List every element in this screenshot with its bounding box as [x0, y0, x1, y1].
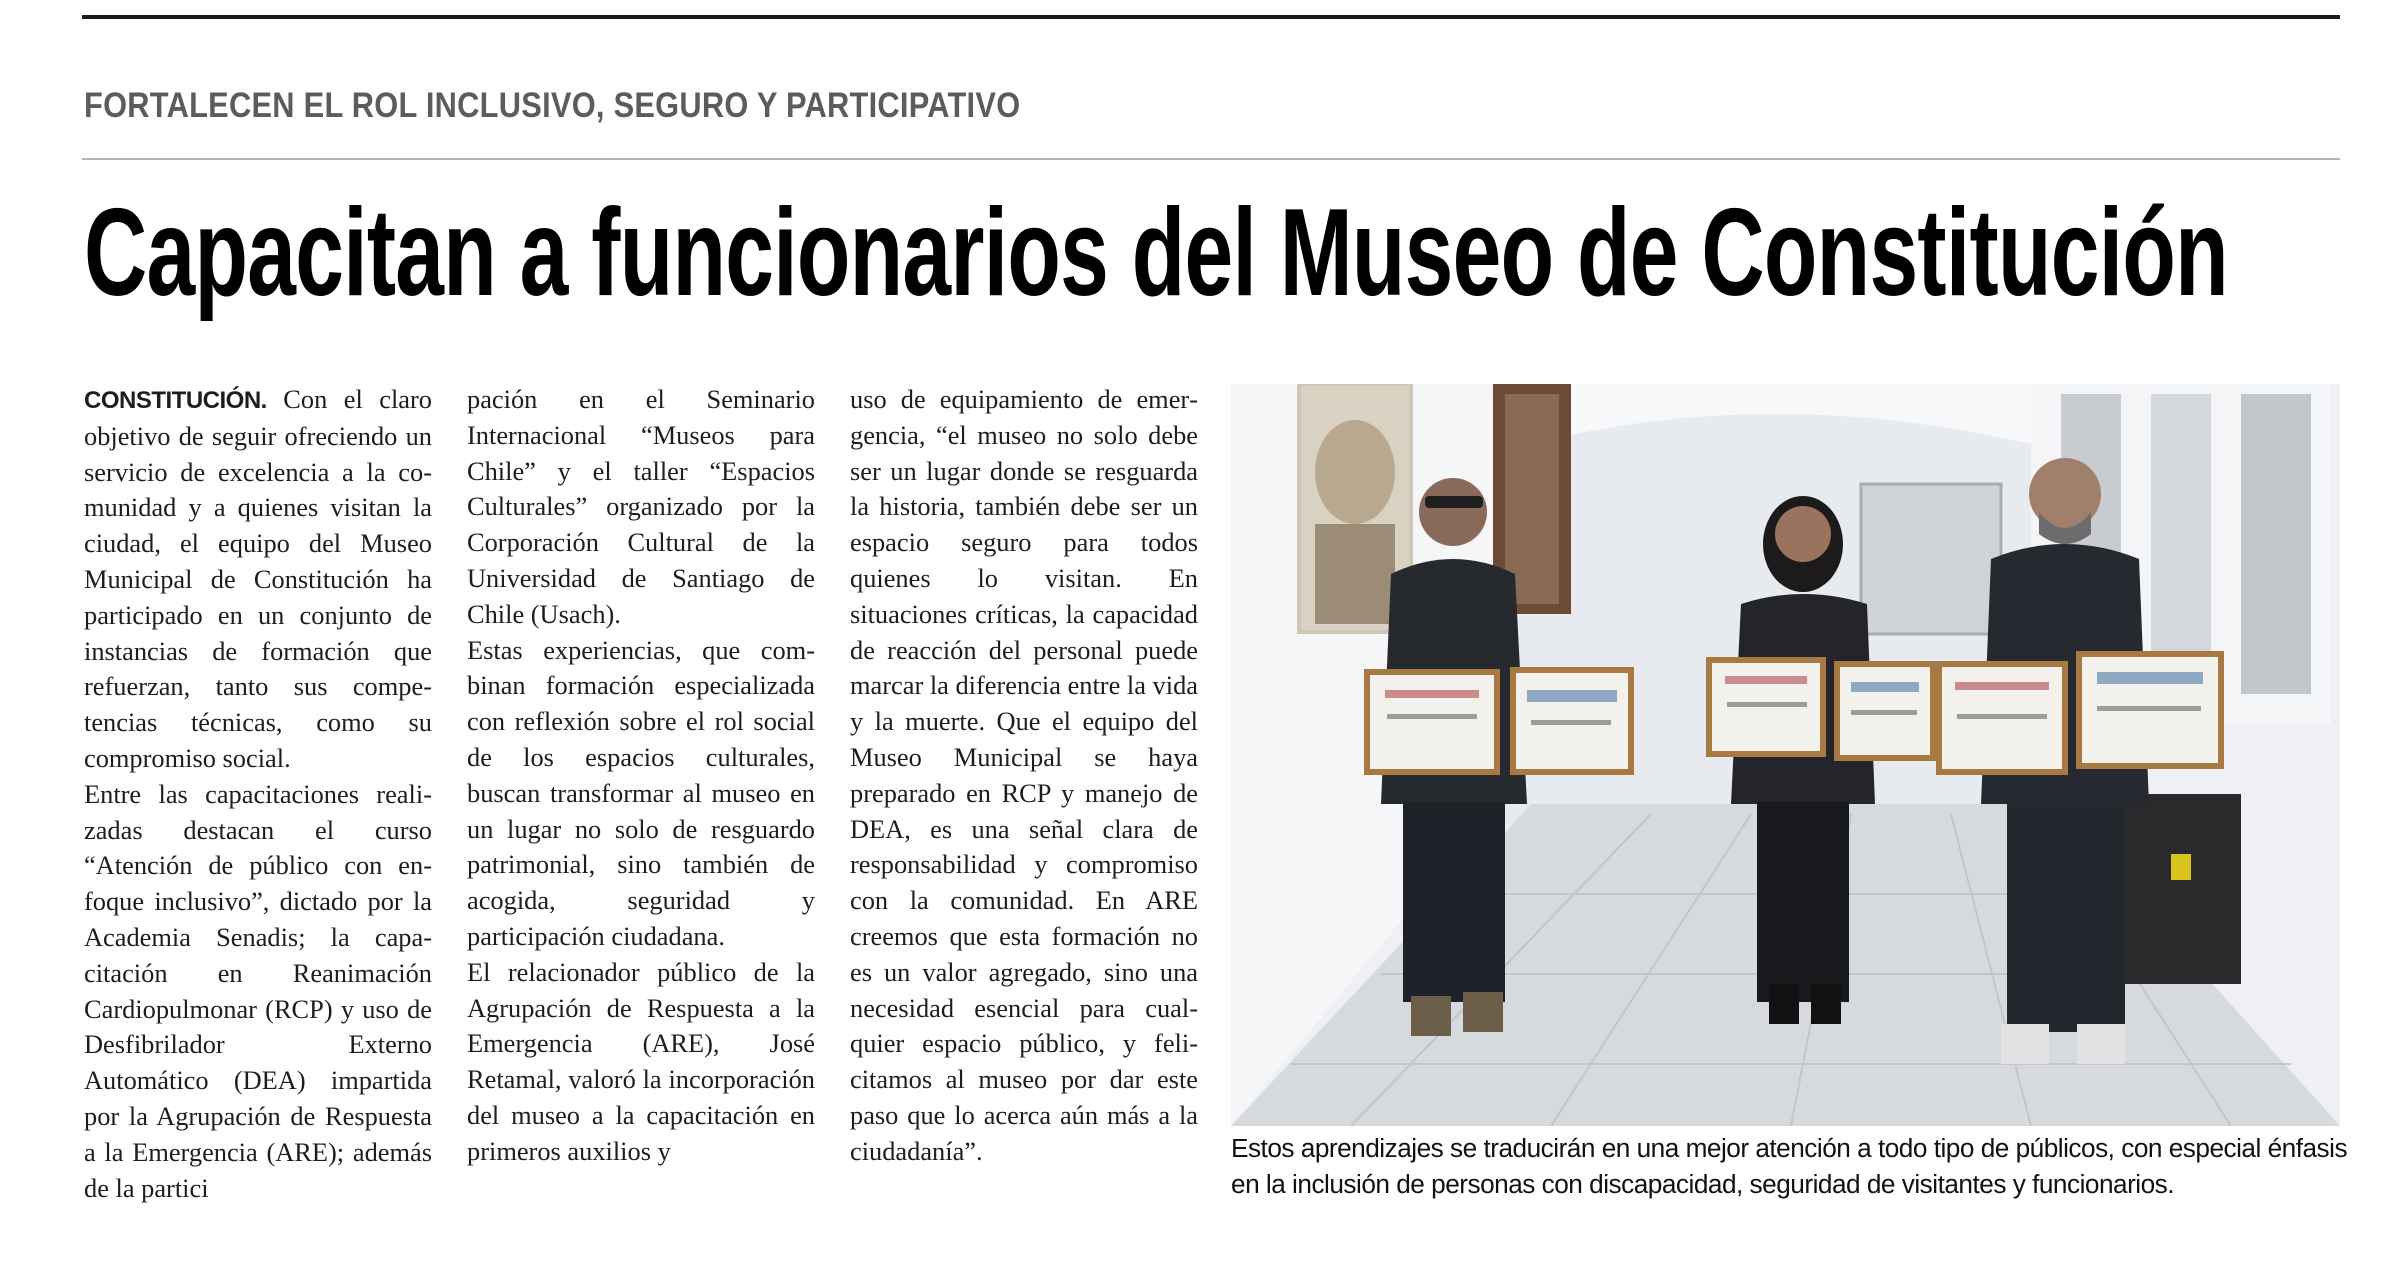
- paragraph: [84, 382, 432, 777]
- text-column-2: [467, 382, 815, 1170]
- paragraph: uso de equipamiento de emergencia, “el museo no solo debe ser un lugar donde se resguarda la historia, también debe ser un espacio seguro para todos quienes lo visitan. En situaciones críticas, la capacidad de reacción del personal puede marcar la diferencia entre la vida y la muerte. Que el equipo del Museo Municipal se haya preparado en RCP y manejo de DEA, es una señal clara de responsabilidad y compromiso con la comunidad. En ARE creemos que esta formación no es un valor agregado, sino una necesidad esencial para cualquier espacio público, y felicitamos al museo por dar este paso que lo acerca aún más a la ciudadanía”.: [850, 384, 1198, 1166]
- article-kicker: FORTALECEN EL ROL INCLUSIVO, SEGURO Y PARTICIPATIVO: [84, 86, 1021, 125]
- article-photo: [1231, 384, 2340, 1126]
- text-column-3: [850, 382, 1198, 1170]
- paragraph: Estas experiencias, que combinan formación especializada con reflexión sobre el rol social de los espacios culturales, buscan transformar al museo en un lugar no solo de resguardo patrimonial, sino también de acogida, seguridad y participación ciudadana.: [467, 634, 815, 951]
- top-rule: [82, 15, 2340, 19]
- paragraph: El relacionador público de la Agrupación de Respuesta a la Emergencia (ARE), José Retamal, valoró la incorporación del museo a la capacitación en primeros auxilios y: [467, 956, 815, 1166]
- kicker-rule: [82, 158, 2340, 160]
- article-headline: Capacitan a funcionarios del Museo de Constitución: [84, 184, 2228, 322]
- dateline: CONSTITUCIÓN.: [84, 387, 267, 414]
- text-column-1: [84, 382, 432, 1206]
- photo-caption: Estos aprendizajes se traducirán en una mejor atención a todo tipo de públicos, con especial énfasis en la inclusión de personas con discapacidad, seguridad de visitantes y funcionarios.: [1231, 1133, 2348, 1199]
- paragraph: Entre las capacitaciones realizadas destacan el curso “Atención de público con enfoque inclusivo”, dictado por la Academia Senadis; la capacitación en Reanimación Cardiopulmonar (RCP) y uso de Desfibrilador Externo Automático (DEA) impartida por la Agrupación de Respuesta a la Emergencia (ARE); además de la partici: [84, 778, 432, 1203]
- paragraph: pación en el Seminario Internacional “Museos para Chile” y el taller “Espacios Culturales” organizado por la Corporación Cultural de la Universidad de Santiago de Chile (Usach).: [467, 384, 815, 629]
- paragraph-text: Con el claro objetivo de seguir ofreciendo un servicio de excelencia a la comunidad y a quienes visitan la ciudad, el equipo del Museo Municipal de Constitución ha participado en un conjunto de instancias de formación que refuerzan, tanto sus competencias técnicas, como su compromiso social.: [84, 384, 432, 773]
